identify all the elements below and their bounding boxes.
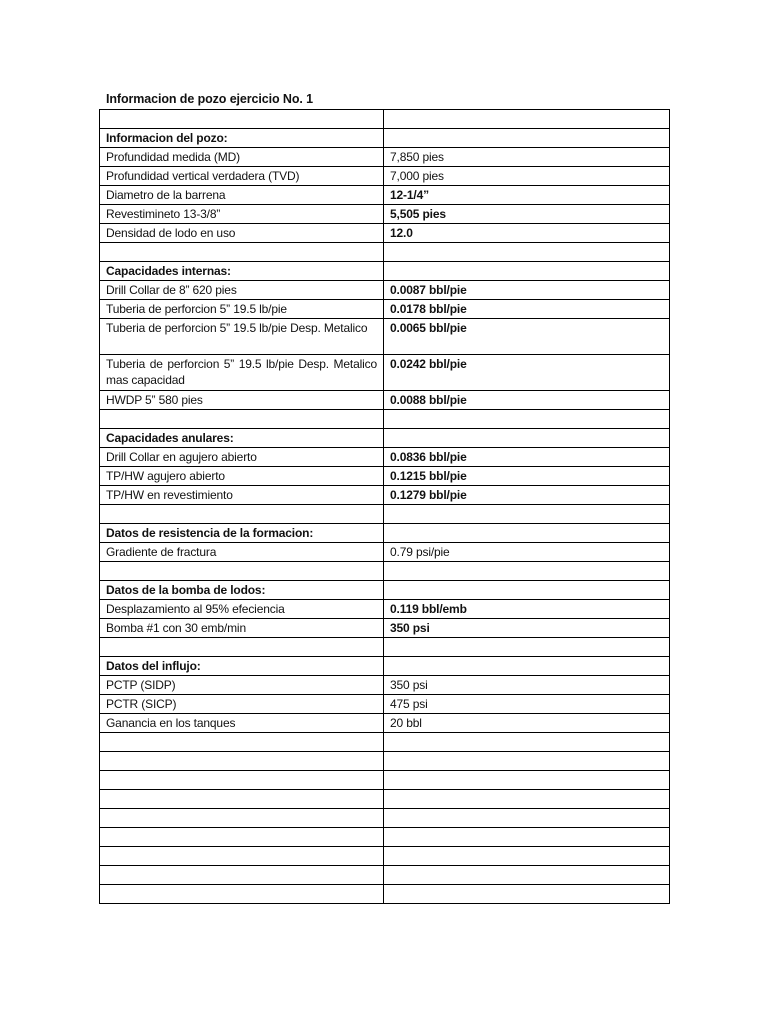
table-row xyxy=(100,355,670,391)
row-value-cell xyxy=(384,657,670,676)
row-value-cell xyxy=(384,733,670,752)
row-label-cell xyxy=(100,847,384,866)
row-value-cell: 0.0087 bbl/pie xyxy=(384,281,670,300)
row-value-cell xyxy=(384,505,670,524)
row-value-cell xyxy=(384,243,670,262)
row-label-cell xyxy=(100,752,384,771)
table-row xyxy=(100,486,670,505)
table-row xyxy=(100,828,670,847)
table-row xyxy=(100,638,670,657)
row-label-cell: Datos de la bomba de lodos: xyxy=(100,581,384,600)
row-label-cell xyxy=(100,733,384,752)
row-label-cell xyxy=(100,866,384,885)
row-label-cell: Datos del influjo: xyxy=(100,657,384,676)
table-row xyxy=(100,448,670,467)
row-value-cell: 0.0242 bbl/pie xyxy=(384,355,670,391)
row-label-cell: Revestimineto 13-3/8” xyxy=(100,205,384,224)
table-row xyxy=(100,714,670,733)
row-label-cell: Bomba #1 con 30 emb/min xyxy=(100,619,384,638)
table-row xyxy=(100,186,670,205)
row-value-cell xyxy=(384,885,670,904)
row-label-cell: Tuberia de perforcion 5” 19.5 lb/pie xyxy=(100,300,384,319)
row-label-cell xyxy=(100,562,384,581)
row-label-cell: Gradiente de fractura xyxy=(100,543,384,562)
well-info-table xyxy=(99,109,670,904)
table-row xyxy=(100,790,670,809)
row-value-cell xyxy=(384,129,670,148)
row-value-cell xyxy=(384,524,670,543)
row-value-cell xyxy=(384,110,670,129)
row-value-cell: 12.0 xyxy=(384,224,670,243)
table-row xyxy=(100,619,670,638)
table-row xyxy=(100,467,670,486)
row-label-cell: Drill Collar en agujero abierto xyxy=(100,448,384,467)
row-label-cell xyxy=(100,638,384,657)
row-label-cell: Datos de resistencia de la formacion: xyxy=(100,524,384,543)
table-row xyxy=(100,148,670,167)
row-label-cell xyxy=(100,771,384,790)
row-value-cell: 475 psi xyxy=(384,695,670,714)
row-value-cell xyxy=(384,847,670,866)
table-row xyxy=(100,885,670,904)
table-row xyxy=(100,429,670,448)
row-value-cell: 12-1/4” xyxy=(384,186,670,205)
row-label-cell: Informacion del pozo: xyxy=(100,129,384,148)
row-value-cell: 0.0065 bbl/pie xyxy=(384,319,670,355)
row-value-cell: 7,000 pies xyxy=(384,167,670,186)
row-value-cell: 0.0178 bbl/pie xyxy=(384,300,670,319)
row-value-cell xyxy=(384,262,670,281)
table-row xyxy=(100,281,670,300)
table-row xyxy=(100,243,670,262)
row-value-cell: 0.79 psi/pie xyxy=(384,543,670,562)
row-value-cell xyxy=(384,562,670,581)
row-label-cell: Profundidad medida (MD) xyxy=(100,148,384,167)
table-row xyxy=(100,847,670,866)
row-label-cell: HWDP 5” 580 pies xyxy=(100,391,384,410)
row-value-cell: 0.1215 bbl/pie xyxy=(384,467,670,486)
row-label-cell: Tuberia de perforcion 5” 19.5 lb/pie Desp. Metalico mas capacidad xyxy=(100,355,384,391)
row-value-cell xyxy=(384,638,670,657)
table-row xyxy=(100,262,670,281)
row-label-cell xyxy=(100,828,384,847)
row-label-cell: Capacidades internas: xyxy=(100,262,384,281)
row-label-cell xyxy=(100,790,384,809)
row-label-cell: Diametro de la barrena xyxy=(100,186,384,205)
row-label-cell: Desplazamiento al 95% efeciencia xyxy=(100,600,384,619)
table-row xyxy=(100,300,670,319)
row-label-cell: Densidad de lodo en uso xyxy=(100,224,384,243)
row-value-cell xyxy=(384,429,670,448)
table-row xyxy=(100,110,670,129)
table-row xyxy=(100,319,670,355)
row-value-cell xyxy=(384,752,670,771)
row-label-cell: Capacidades anulares: xyxy=(100,429,384,448)
row-value-cell: 0.1279 bbl/pie xyxy=(384,486,670,505)
row-value-cell: 20 bbl xyxy=(384,714,670,733)
row-label-cell xyxy=(100,505,384,524)
row-value-cell xyxy=(384,410,670,429)
row-label-cell: Profundidad vertical verdadera (TVD) xyxy=(100,167,384,186)
table-row xyxy=(100,167,670,186)
row-label-cell: PCTR (SICP) xyxy=(100,695,384,714)
row-label-cell: Ganancia en los tanques xyxy=(100,714,384,733)
table-row xyxy=(100,391,670,410)
table-row xyxy=(100,562,670,581)
table-row xyxy=(100,505,670,524)
table-row xyxy=(100,410,670,429)
row-value-cell: 0.0836 bbl/pie xyxy=(384,448,670,467)
row-value-cell xyxy=(384,828,670,847)
document-title: Informacion de pozo ejercicio No. 1 xyxy=(106,92,313,106)
table-row xyxy=(100,809,670,828)
row-value-cell: 7,850 pies xyxy=(384,148,670,167)
row-label-cell xyxy=(100,110,384,129)
table-row xyxy=(100,733,670,752)
row-label-cell: PCTP (SIDP) xyxy=(100,676,384,695)
table-row xyxy=(100,205,670,224)
row-value-cell xyxy=(384,866,670,885)
row-label-cell xyxy=(100,809,384,828)
table-row xyxy=(100,543,670,562)
row-value-cell xyxy=(384,581,670,600)
table-row xyxy=(100,866,670,885)
row-label-cell: TP/HW agujero abierto xyxy=(100,467,384,486)
table-row xyxy=(100,657,670,676)
table-row xyxy=(100,676,670,695)
well-info-table-body xyxy=(100,110,670,904)
table-row xyxy=(100,524,670,543)
row-label-cell: Drill Collar de 8” 620 pies xyxy=(100,281,384,300)
row-label-cell xyxy=(100,243,384,262)
table-row xyxy=(100,695,670,714)
table-row xyxy=(100,224,670,243)
row-value-cell: 350 psi xyxy=(384,676,670,695)
row-value-cell xyxy=(384,790,670,809)
table-row xyxy=(100,581,670,600)
row-value-cell: 5,505 pies xyxy=(384,205,670,224)
table-row xyxy=(100,129,670,148)
table-row xyxy=(100,752,670,771)
row-label-cell xyxy=(100,410,384,429)
table-row xyxy=(100,771,670,790)
row-value-cell xyxy=(384,809,670,828)
row-label-cell: TP/HW en revestimiento xyxy=(100,486,384,505)
row-label-cell: Tuberia de perforcion 5” 19.5 lb/pie Desp. Metalico xyxy=(100,319,384,355)
row-value-cell xyxy=(384,771,670,790)
row-label-cell xyxy=(100,885,384,904)
row-value-cell: 350 psi xyxy=(384,619,670,638)
row-value-cell: 0.0088 bbl/pie xyxy=(384,391,670,410)
table-row xyxy=(100,600,670,619)
row-value-cell: 0.119 bbl/emb xyxy=(384,600,670,619)
